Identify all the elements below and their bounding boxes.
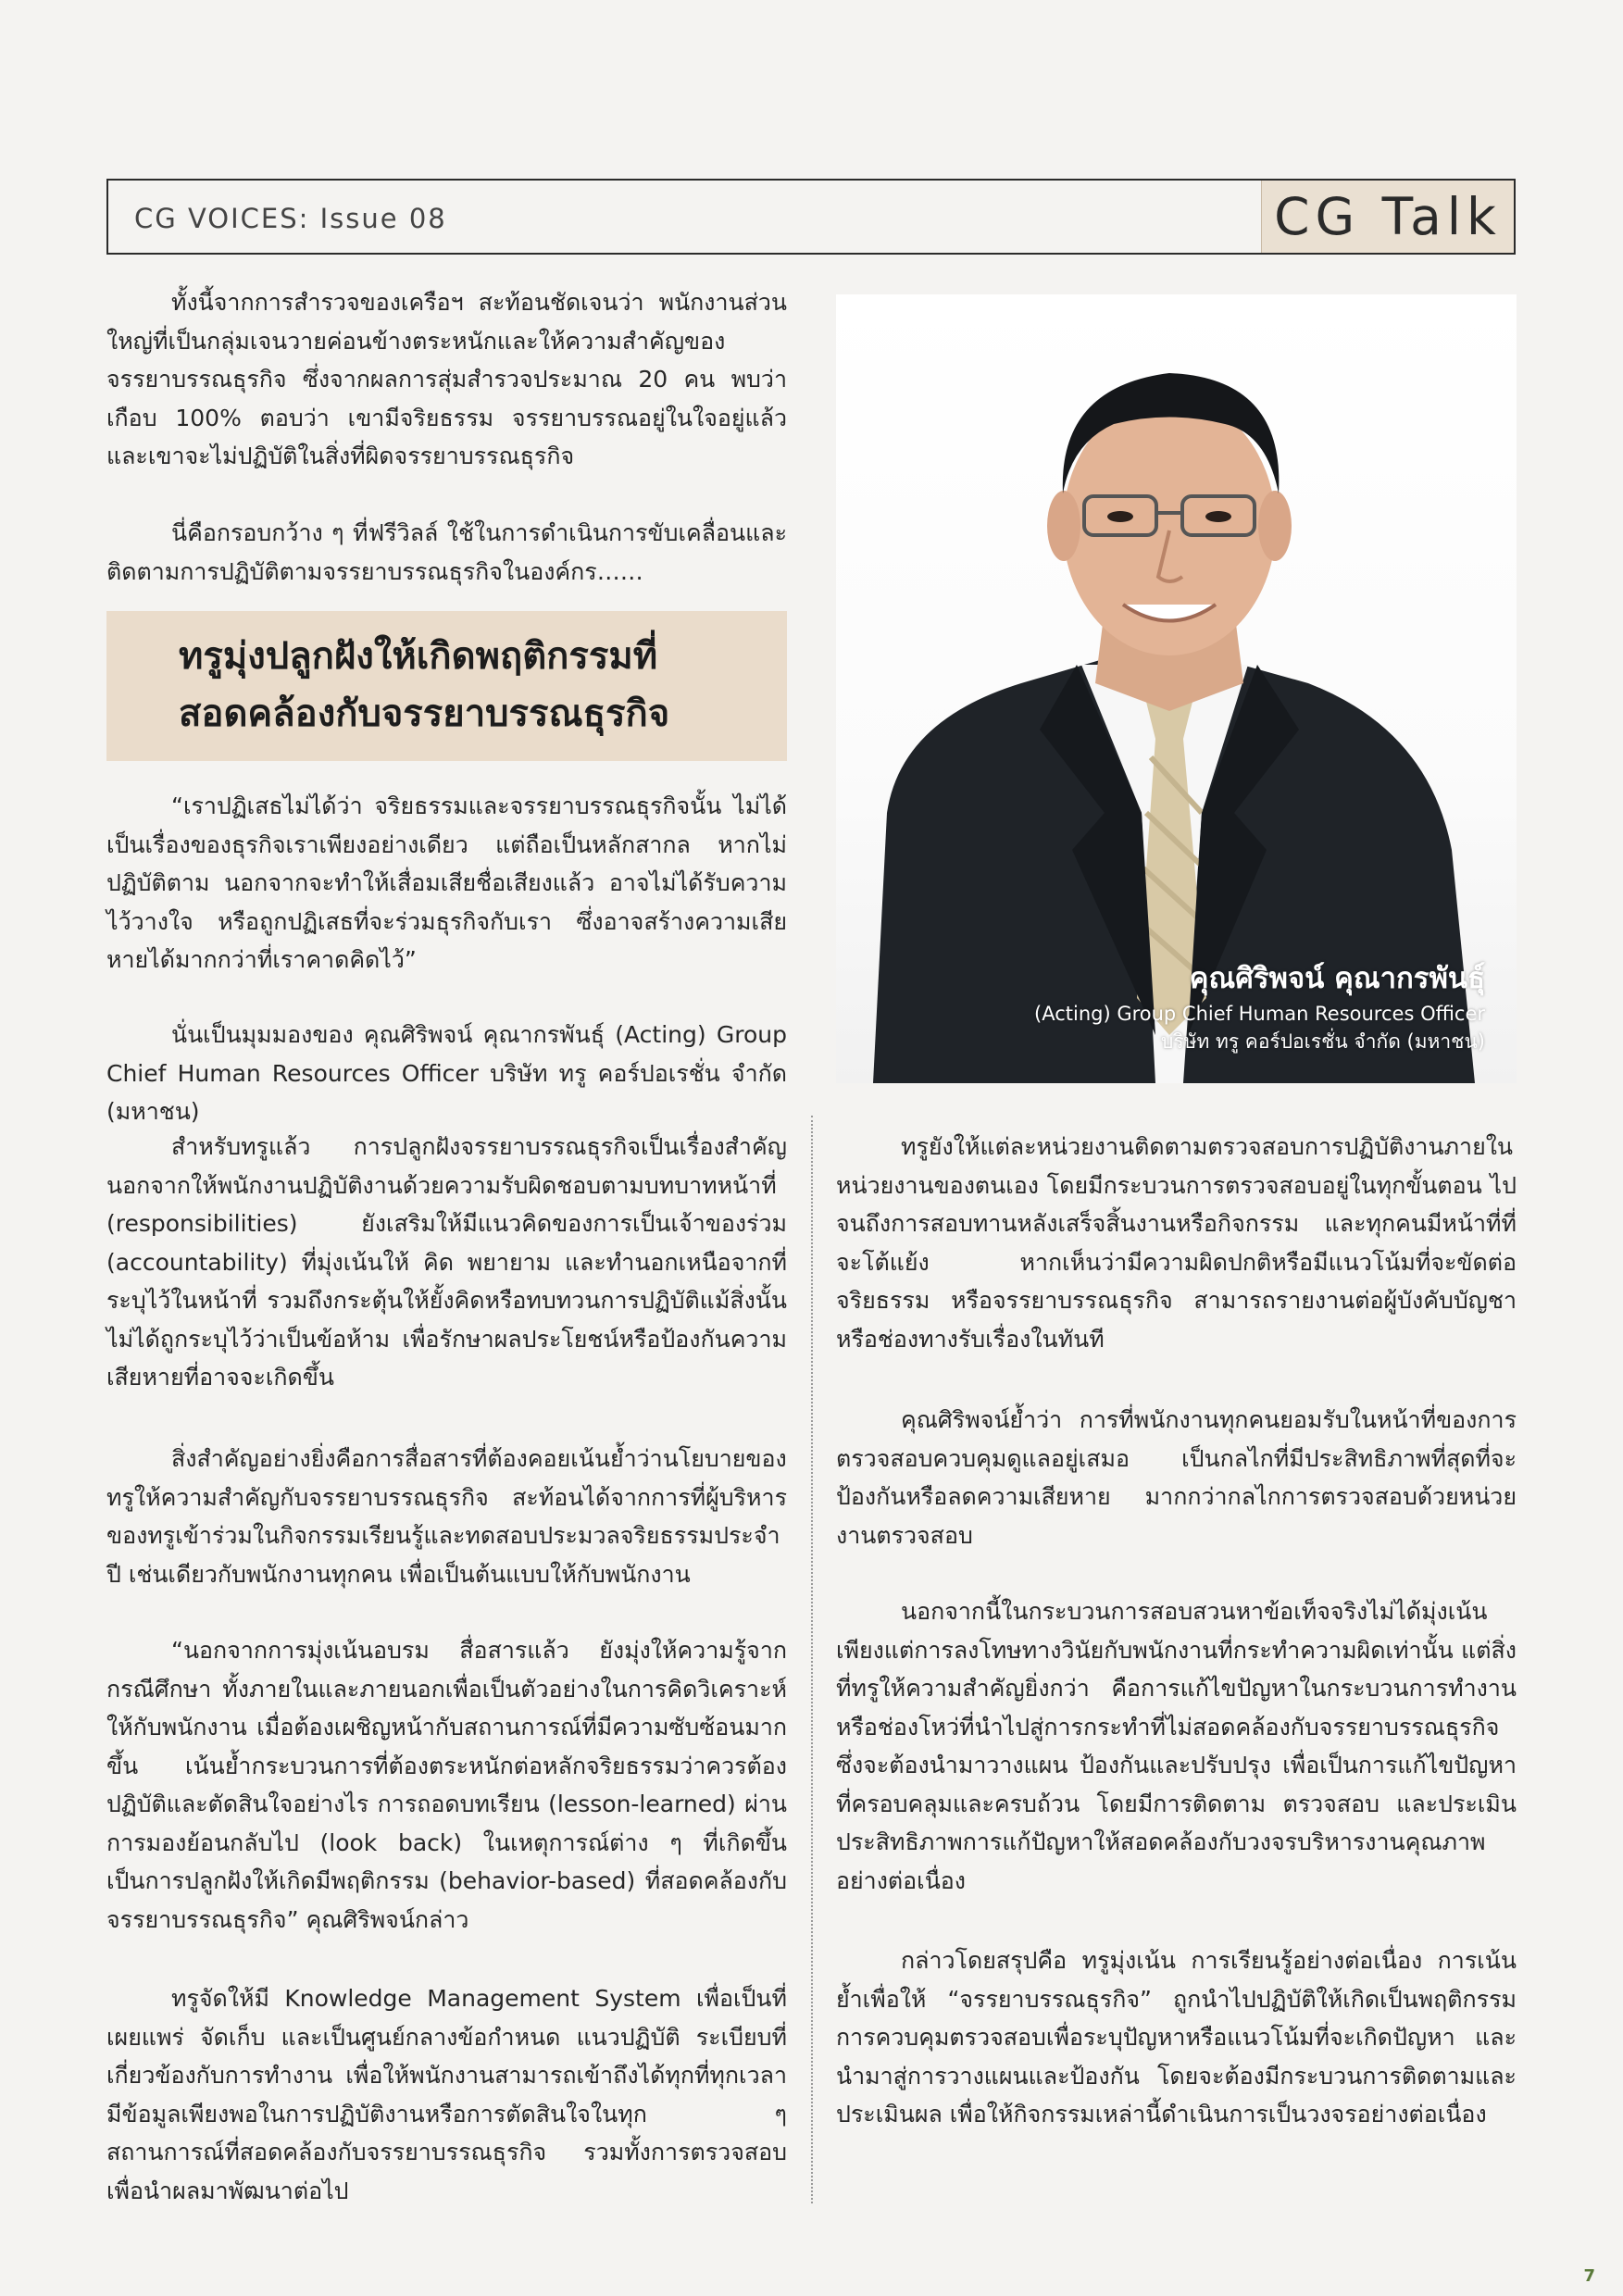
right-column-paragraph-3: นอกจากนี้ในกระบวนการสอบสวนหาข้อเท็จจริงไม่ได้มุ่งเน้นเพียงแต่การลงโทษทางวินัยกับพนักงานที่กระทำความผิดเท่านั้น แต่สิ่งที่ทรูให้ความสำคัญยิ่งกว่า คือการแก้ไขปัญหาในกระบวนการทำงาน หรือช่องโหว่ที่นำไปสู่การกระทำที่ไม่สอดคล้องกับจรรยาบรรณธุรกิจ ซึ่งจะต้องนำมาวางแผน ป้องกันและปรับปรุง เพื่อเป็นการแก้ไขปัญหาที่ครอบคลุมและครบถ้วน โดยมีการติดตาม ตรวจสอบ และประเมินประสิทธิภาพการแก้ปัญหาให้สอดคล้องกับวงจรบริหารงานคุณภาพอย่างต่อเนื่อง [836,1598,1517,1894]
left-column-paragraph-3: “นอกจากการมุ่งเน้นอบรม สื่อสารแล้ว ยังมุ่งให้ความรู้จากกรณีศึกษา ทั้งภายในและภายนอกเพื่อเป็นตัวอย่างในการคิดวิเคราะห์ให้กับพนักงาน เมื่อต้องเผชิญหน้ากับสถานการณ์ที่มีความซับซ้อนมากขึ้น เน้นย้ำกระบวนการที่ต้องตระหนักต่อหลักจริยธรรมว่าควรต้องปฏิบัติและตัดสินใจอย่างไร การถอดบทเรียน (lesson-learned) ผ่านการมองย้อนกลับไป (look back) ในเหตุการณ์ต่าง ๆ ที่เกิดขึ้น เป็นการปลูกฝังให้เกิดมีพฤติกรรม (behavior-based) ที่สอดคล้องกับจรรยาบรรณธุรกิจ” คุณศิริพจน์กล่าว [106,1637,787,1933]
issue-label: CG VOICES: Issue 08 [134,203,447,234]
section-title: CG Talk [1261,181,1514,253]
quote-paragraph: “เราปฏิเสธไม่ได้ว่า จริยธรรมและจรรยาบรรณธุรกิจนั้น ไม่ได้เป็นเรื่องของธุรกิจเราเพียงอย่างเดียว แต่ถือเป็นหลักสากล หากไม่ปฏิบัติตาม นอกจากจะทำให้เสื่อมเสียชื่อเสียงแล้ว อาจไม่ได้รับความไว้วางใจ หรือถูกปฏิเสธที่จะร่วมธุรกิจกับเรา ซึ่งอาจสร้างความเสียหายได้มากกว่าที่เราคาดคิดไว้” [106,792,787,973]
caption-name: คุณศิริพจน์ คุณากรพันธุ์ [1189,962,1485,995]
caption-company: บริษัท ทรู คอร์ปอเรชั่น จำกัด (มหาชน) [1161,1030,1485,1053]
executive-portrait [836,294,1517,1083]
page-header [106,179,1516,255]
page-number: 7 [1583,2266,1595,2286]
right-column-paragraph-2: คุณศิริพจน์ย้ำว่า การที่พนักงานทุกคนยอมรับในหน้าที่ของการตรวจสอบควบคุมดูแลอยู่เสมอ เป็นกลไกที่มีประสิทธิภาพที่สุดที่จะป้องกันหรือลดความเสียหาย มากกว่ากลไกการตรวจสอบด้วยหน่วยงานตรวจสอบ [836,1406,1517,1549]
pull-quote-title: ทรูมุ่งปลูกฝังให้เกิดพฤติกรรมที่สอดคล้องกับจรรยาบรรณธุรกิจ [179,635,670,735]
speaker-intro-paragraph: นั่นเป็นมุมมองของ คุณศิริพจน์ คุณากรพันธุ์ (Acting) Group Chief Human Resources Officer บริษัท ทรู คอร์ปอเรชั่น จำกัด (มหาชน) [106,1021,787,1125]
left-column-paragraph-2: สิ่งสำคัญอย่างยิ่งคือการสื่อสารที่ต้องคอยเน้นย้ำว่านโยบายของทรูให้ความสำคัญกับจรรยาบรรณธุรกิจ สะท้อนได้จากการที่ผู้บริหารของทรูเข้าร่วมในกิจกรรมเรียนรู้และทดสอบประมวลจริยธรรมประจำปี เช่นเดียวกับพนักงานทุกคน เพื่อเป็นต้นแบบให้กับพนักงาน [106,1445,787,1588]
left-column-paragraph-1: สำหรับทรูแล้ว การปลูกฝังจรรยาบรรณธุรกิจเป็นเรื่องสำคัญ นอกจากให้พนักงานปฏิบัติงานด้วยความรับผิดชอบตามบทบาทหน้าที่ (responsibilities) ยังเสริมให้มีแนวคิดของการเป็นเจ้าของร่วม (accountability) ที่มุ่งเน้นให้ คิด พยายาม และทำนอกเหนือจากที่ระบุไว้ในหน้าที่ รวมถึงกระตุ้นให้ยั้งคิดหรือทบทวนการปฏิบัติแม้สิ่งนั้นไม่ได้ถูกระบุไว้ว่าเป็นข้อห้าม เพื่อรักษาผลประโยชน์หรือป้องกันความเสียหายที่อาจจะเกิดขึ้น [106,1133,787,1391]
intro-paragraph-2: นี่คือกรอบกว้าง ๆ ที่ฟรีวิลล์ ใช้ในการดำเนินการขับเคลื่อนและติดตามการปฏิบัติตามจรรยาบรรณธุรกิจในองค์กร…… [106,519,787,585]
column-divider [811,1116,813,2203]
right-column-paragraph-4: กล่าวโดยสรุปคือ ทรูมุ่งเน้น การเรียนรู้อย่างต่อเนื่อง การเน้นย้ำเพื่อให้ “จรรยาบรรณธุรกิจ” ถูกนำไปปฏิบัติให้เกิดเป็นพฤติกรรมการควบคุมตรวจสอบเพื่อระบุปัญหาหรือแนวโน้มที่จะเกิดปัญหา และนำมาสู่การวางแผนและป้องกัน โดยจะต้องมีกระบวนการติดตามและประเมินผล เพื่อให้กิจกรรมเหล่านี้ดำเนินการเป็นวงจรอย่างต่อเนื่อง [836,1947,1517,2128]
right-column-paragraph-1: ทรูยังให้แต่ละหน่วยงานติดตามตรวจสอบการปฏิบัติงานภายในหน่วยงานของตนเอง โดยมีกระบวนการตรวจสอบอยู่ในทุกขั้นตอน ไปจนถึงการสอบทานหลังเสร็จสิ้นงานหรือกิจกรรม และทุกคนมีหน้าที่ที่จะโต้แย้ง หากเห็นว่ามีความผิดปกติหรือมีแนวโน้มที่จะขัดต่อจริยธรรม หรือจรรยาบรรณธุรกิจ สามารถรายงานต่อผู้บังคับบัญชาหรือช่องทางรับเรื่องในทันที [836,1133,1517,1353]
intro-paragraph-1: ทั้งนี้จากการสำรวจของเครือฯ สะท้อนชัดเจนว่า พนักงานส่วนใหญ่ที่เป็นกลุ่มเจนวายค่อนข้างตระหนักและให้ความสำคัญของจรรยาบรรณธุรกิจ ซึ่งจากผลการสุ่มสำรวจประมาณ 20 คน พบว่า เกือบ 100% ตอบว่า เขามีจริยธรรม จรรยาบรรณอยู่ในใจอยู่แล้ว และเขาจะไม่ปฏิบัติในสิ่งที่ผิดจรรยาบรรณธุรกิจ [106,289,787,469]
caption-role: (Acting) Group Chief Human Resources Officer [1034,1003,1485,1025]
pull-quote-box [106,611,787,761]
left-column-paragraph-4: ทรูจัดให้มี Knowledge Management System เพื่อเป็นที่เผยแพร่ จัดเก็บ และเป็นศูนย์กลางข้อกำหนด แนวปฏิบัติ ระเบียบที่เกี่ยวข้องกับการทำงาน เพื่อให้พนักงานสามารถเข้าถึงได้ทุกที่ทุกเวลา มีข้อมูลเพียงพอในการปฏิบัติงานหรือการตัดสินใจในทุก ๆ สถานการณ์ที่สอดคล้องกับจรรยาบรรณธุรกิจ รวมทั้งการตรวจสอบเพื่อนำผลมาพัฒนาต่อไป [106,1985,787,2204]
portrait-caption [1034,957,1485,1055]
